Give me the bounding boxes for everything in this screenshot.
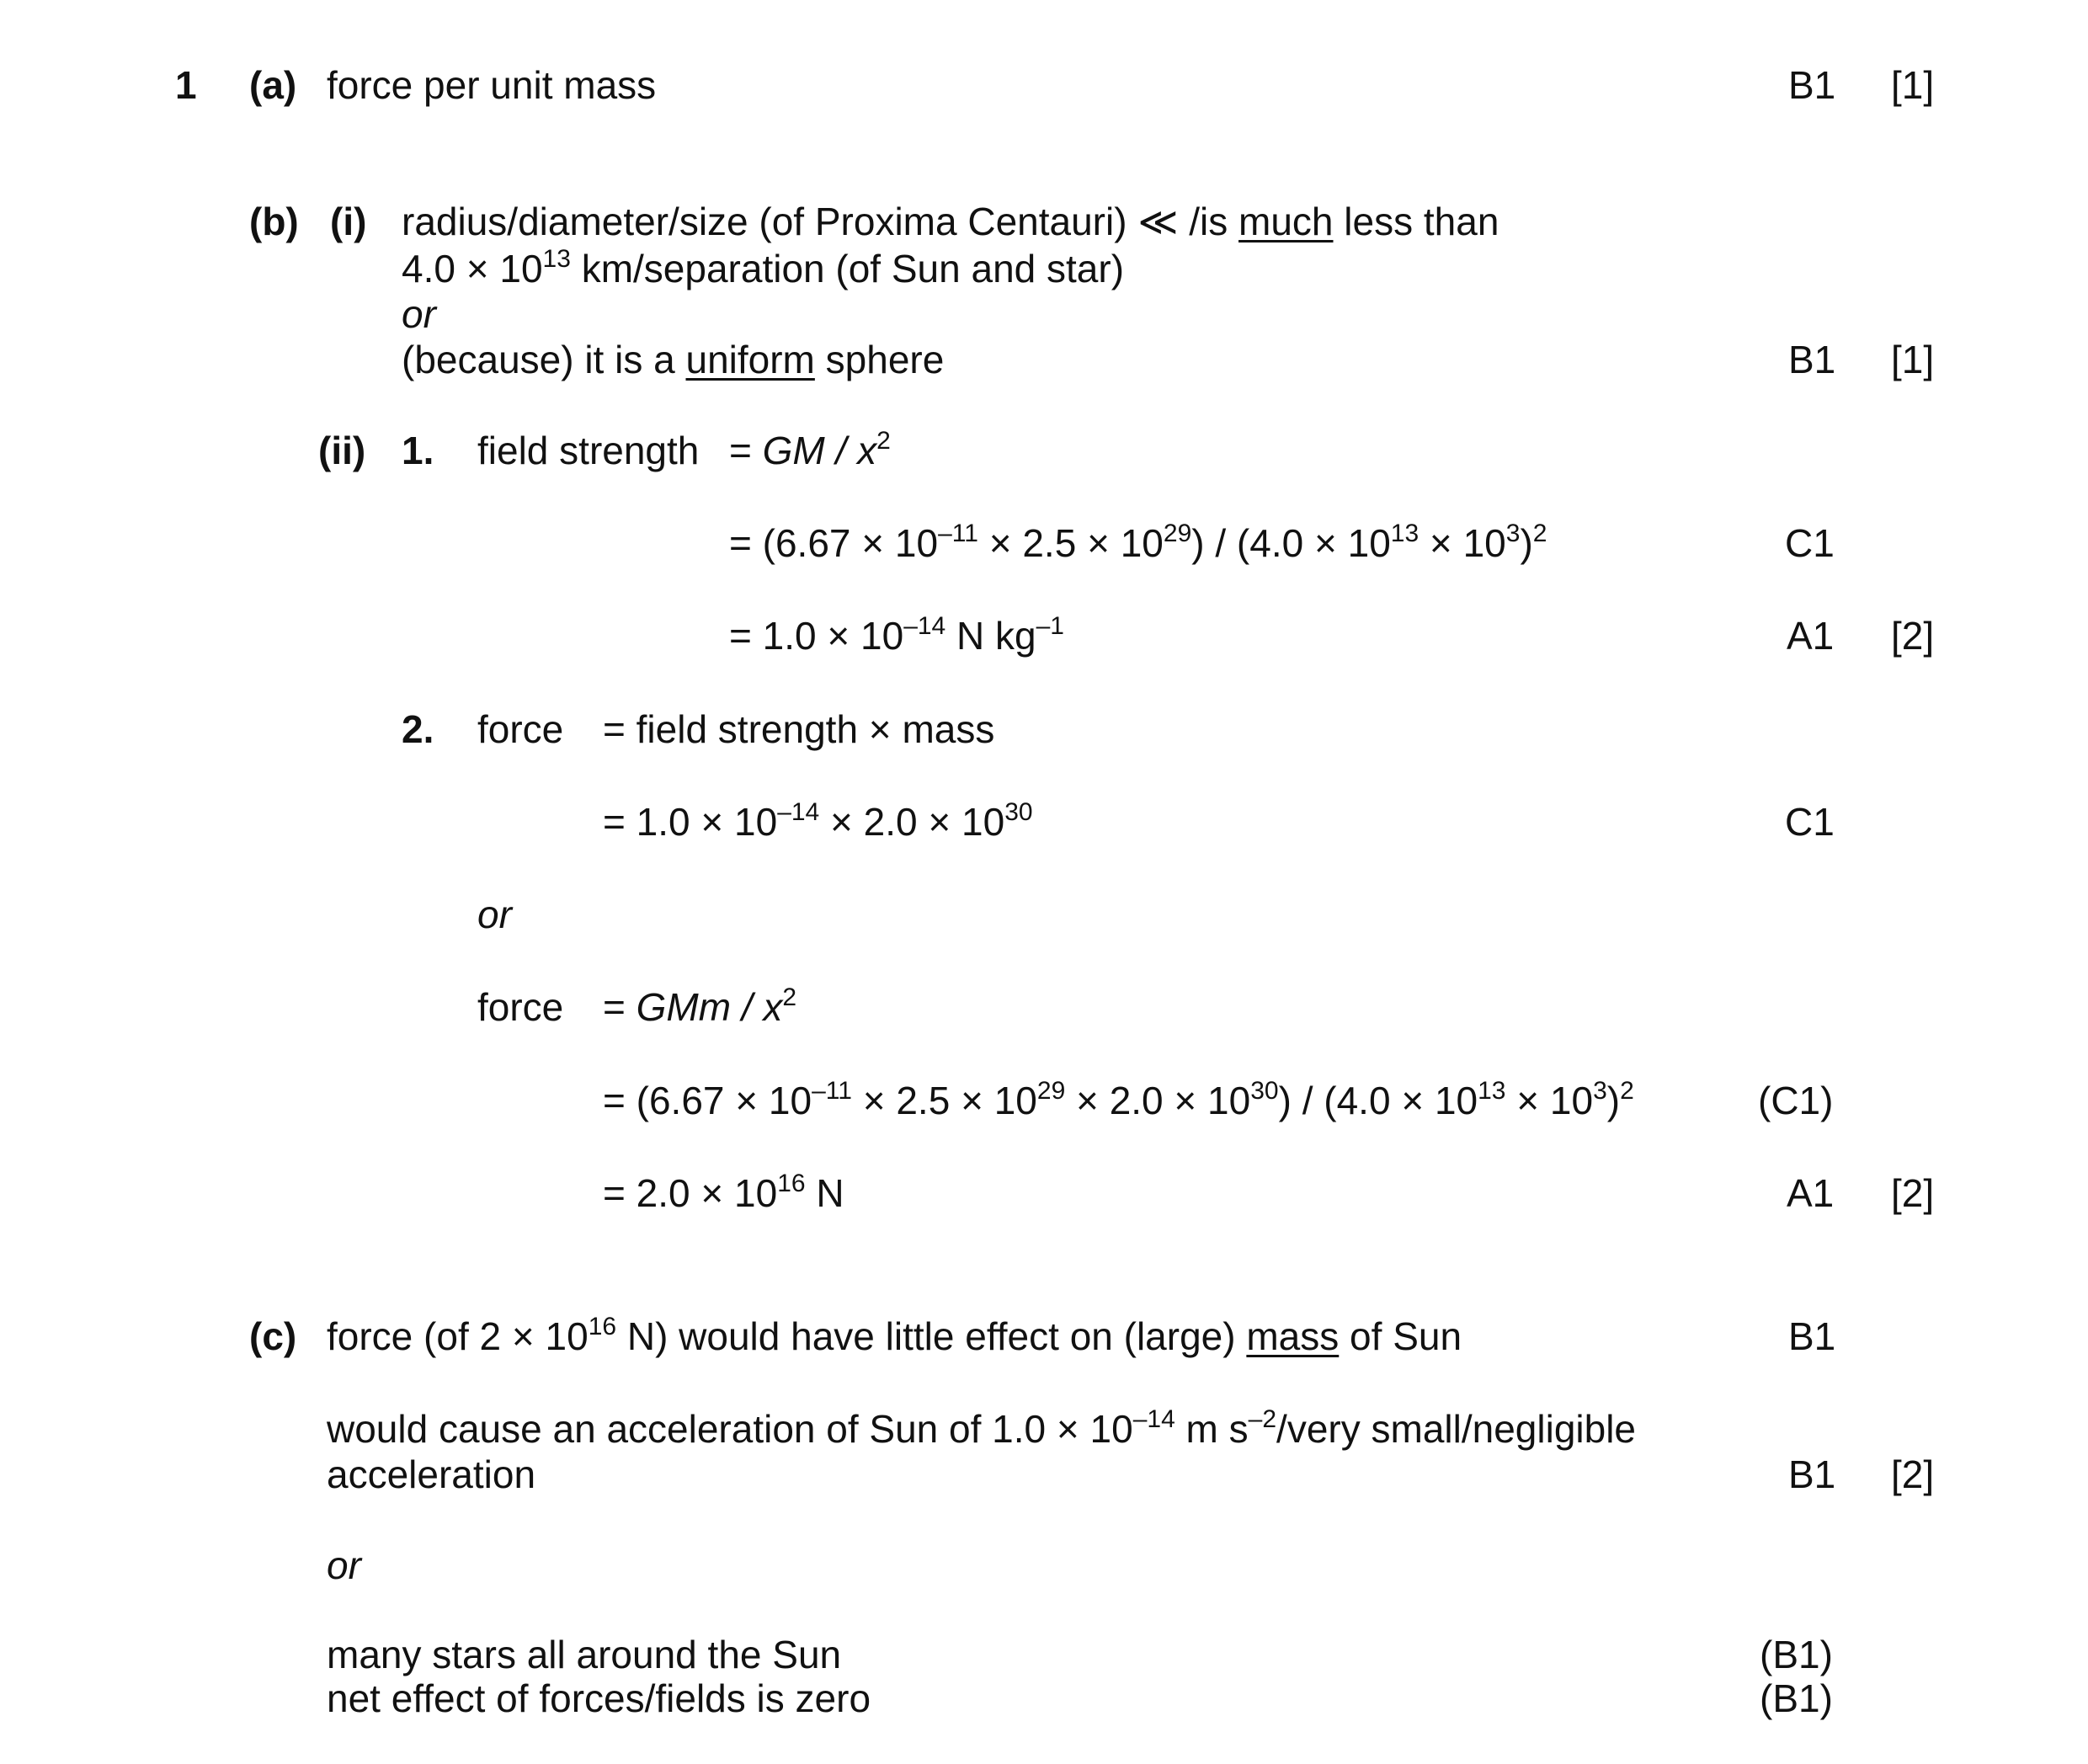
part-b-ii-2-number: 2. <box>402 707 434 751</box>
part-c-line3-mark: B1 <box>1788 1452 1836 1496</box>
force-substitution-alt-mark: (C1) <box>1758 1079 1834 1122</box>
part-c-line1-mark: B1 <box>1788 1314 1836 1358</box>
part-c-alt2: net effect of forces/fields is zero <box>327 1676 871 1720</box>
force-substitution-mark: C1 <box>1785 800 1835 844</box>
force-formula: = field strength × mass <box>603 707 995 751</box>
part-b-i-or: or <box>402 292 436 336</box>
part-a-answer: force per unit mass <box>327 63 657 107</box>
part-c-alt2-mark: (B1) <box>1760 1676 1833 1720</box>
part-b-i-line2: $4.0 \times 10^{13}$ km/separation (of Sun and star) <box>402 245 1125 290</box>
force-result-mark: A1 <box>1787 1171 1835 1215</box>
part-c-label: (c) <box>249 1314 297 1358</box>
part-b-ii-1-number: 1. <box>402 429 434 472</box>
part-c-line2: would cause an acceleration of Sun of $1.0 \times 10^{-14}$ m $s^{-2}$/very small/negligible <box>327 1405 1637 1451</box>
field-strength-result-mark: A1 <box>1787 614 1835 658</box>
part-c-or: or <box>327 1543 361 1587</box>
part-b-i-total: [1] <box>1891 338 1935 381</box>
field-strength-substitution-mark: C1 <box>1785 521 1835 565</box>
question-number: 1 <box>175 63 197 107</box>
part-b-ii-label: (ii) <box>318 429 366 472</box>
part-b-i-mark: B1 <box>1788 338 1836 381</box>
part-b-ii-1-total: [2] <box>1891 614 1935 658</box>
part-c-alt1: many stars all around the Sun <box>327 1633 842 1676</box>
force-label-alt: force <box>477 985 564 1029</box>
field-strength-result: = $1.0 \times 10^{-14}$ N $kg^{-1}$ <box>729 612 1064 658</box>
field-strength-label: field strength <box>477 429 700 472</box>
part-c-line3: acceleration <box>327 1452 536 1496</box>
force-label: force <box>477 707 564 751</box>
part-a-total: [1] <box>1891 63 1935 107</box>
force-result: = $2.0 \times 10^{16}$ N <box>603 1170 844 1215</box>
part-a-label: (a) <box>249 63 297 107</box>
force-substitution: = $1.0 \times 10^{-14} \times 2.0 \times 10^{30}$ <box>603 798 1033 844</box>
force-substitution-alt: = $(6.67 \times 10^{-11} \times 2.5 \times 10^{29} \times 2.0 \times 10^{30}) / (4.0 \times 10^{13} \times 10^3)^2$ <box>603 1077 1634 1122</box>
part-c-total: [2] <box>1891 1452 1935 1496</box>
force-formula-alt: = GMm / $x^2$ <box>603 983 797 1029</box>
field-strength-formula: = GM / $x^2$ <box>729 427 891 472</box>
field-strength-substitution: = $(6.67 \times 10^{-11} \times 2.5 \times 10^{29}) / (4.0 \times 10^{13} \times 10^3)^2$ <box>729 520 1547 565</box>
part-b-i-line1: radius/diameter/size (of Proxima Centauri) ≪ /is much less than <box>402 200 1499 243</box>
part-c-line1: force (of $2 \times 10^{16}$ N) would have little effect on (large) mass of Sun <box>327 1313 1462 1358</box>
part-b-label: (b) <box>249 200 299 243</box>
part-b-ii-2-or: or <box>477 893 512 936</box>
part-a-mark: B1 <box>1788 63 1836 107</box>
part-c-alt1-mark: (B1) <box>1760 1633 1833 1676</box>
part-b-i-label: (i) <box>330 200 367 243</box>
part-b-i-line3: (because) it is a uniform sphere <box>402 338 945 381</box>
part-b-ii-2-total: [2] <box>1891 1171 1935 1215</box>
